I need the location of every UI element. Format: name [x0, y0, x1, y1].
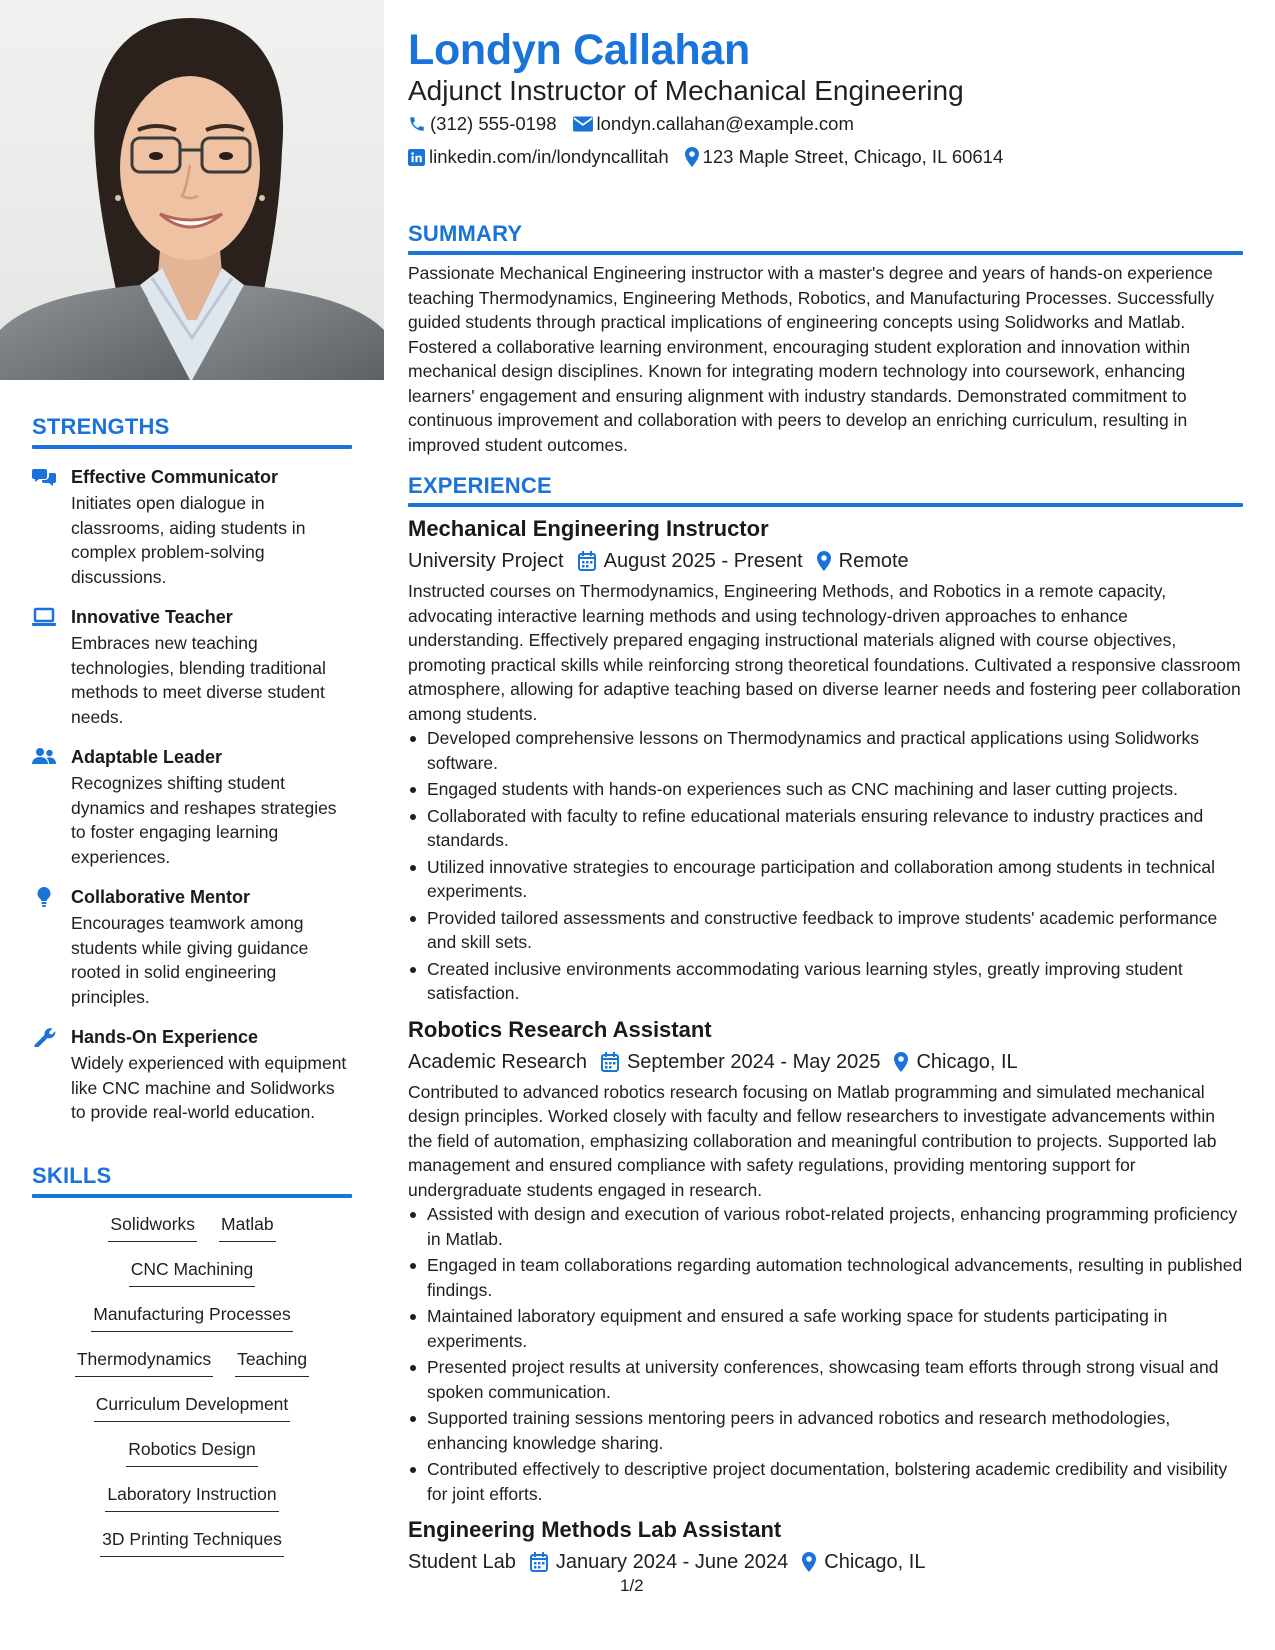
job-title: Engineering Methods Lab Assistant: [408, 1517, 782, 1542]
strength-name: Effective Communicator: [71, 467, 279, 487]
calendar-icon: [530, 1552, 548, 1572]
strength-item: [32, 885, 352, 1009]
skill-tag: Teaching: [235, 1347, 309, 1377]
skill-row: [32, 1437, 352, 1482]
list-item: Created inclusive environments accommodating various learning styles, greatly improving student satisfaction.: [408, 957, 1243, 1006]
skill-tag: Matlab: [219, 1212, 276, 1242]
address-contact: [685, 146, 1004, 168]
job-location: [894, 1048, 1017, 1076]
strength-name: Adaptable Leader: [71, 747, 223, 767]
experience-section: [408, 473, 1243, 1576]
job-dates: [530, 1548, 788, 1576]
job-entry: [408, 515, 1243, 1006]
strengths-heading: STRENGTHS: [32, 414, 170, 439]
skill-row: [32, 1302, 352, 1347]
strength-item: [32, 605, 352, 729]
map-pin-icon: [817, 551, 831, 571]
list-item: Engaged students with hands-on experiences such as CNC machining and laser cutting projects.: [408, 777, 1243, 802]
skill-tag: CNC Machining: [129, 1257, 256, 1287]
left-column: [0, 0, 384, 1650]
skill-tag: Laboratory Instruction: [105, 1482, 278, 1512]
list-item: Provided tailored assessments and constructive feedback to improve students' academic performance and skill sets.: [408, 906, 1243, 955]
list-item: Assisted with design and execution of various robot-related projects, enhancing programming proficiency in Matlab.: [408, 1202, 1243, 1251]
skill-tag: Robotics Design: [126, 1437, 257, 1467]
job-org-text: Student Lab: [408, 1551, 516, 1573]
chat-bubbles-icon: [32, 467, 58, 487]
job-location-text: Chicago, IL: [824, 1551, 926, 1573]
job-title: Robotics Research Assistant: [408, 1016, 712, 1042]
job-title: Mechanical Engineering Instructor: [408, 516, 769, 541]
map-pin-icon: [894, 1052, 908, 1072]
job-org-text: Academic Research: [408, 1050, 587, 1073]
skill-row: [32, 1257, 352, 1302]
job-bullets: [408, 726, 1243, 1006]
strength-description: Initiates open dialogue in classrooms, aiding students in complex problem-solving discussions.: [71, 493, 306, 587]
strength-name: Hands-On Experience: [71, 1027, 259, 1047]
job-dates-text: September 2024 - May 2025: [626, 1050, 881, 1073]
job-dates: [601, 1048, 881, 1076]
strength-description: Widely experienced with equipment like CNC machine and Solidworks to provide real-world education.: [71, 1053, 347, 1122]
skill-row: [32, 1392, 352, 1437]
strength-item: [32, 465, 352, 589]
job-location: [817, 547, 909, 575]
job-org: [408, 1548, 516, 1576]
strength-item: [32, 1025, 352, 1125]
list-item: Developed comprehensive lessons on Thermodynamics and practical applications using Solidworks software.: [408, 726, 1243, 775]
skill-row: [32, 1527, 352, 1572]
skill-row: [32, 1212, 352, 1257]
job-description: Instructed courses on Thermodynamics, Engineering Methods, and Robotics in a remote capacity, advocating interactive learning methods and using technology-driven approaches to enhance understanding. Effectively prepared engaging instructional materials aligned with course objectives, promoting practical skills while reinforcing strong theoretical foundations. Cultivated a responsive classroom atmosphere, allowing for adaptive teaching based on diverse learner needs and fostering peer collaboration among students.: [408, 581, 1241, 724]
phone-contact[interactable]: [408, 113, 557, 135]
list-item: Supported training sessions mentoring peers in advanced robotics and research methodologies, enhancing knowledge sharing.: [408, 1406, 1243, 1455]
strength-name: Collaborative Mentor: [71, 887, 251, 907]
job-meta: [408, 547, 1243, 575]
experience-divider: [408, 503, 1243, 507]
page-number: 1/2: [620, 1576, 644, 1595]
map-pin-icon: [685, 147, 699, 167]
job-location-text: Remote: [838, 550, 909, 572]
strength-item: [32, 745, 352, 869]
email-text: londyn.callahan@example.com: [596, 113, 854, 134]
summary-text: Passionate Mechanical Engineering instructor with a master's degree and years of hands-on experience teaching Thermodynamics, Engineering Methods, Robotics, and Manufacturing Processes. Successfully guided students through practical implications of engineering concepts using Solidworks and Matlab. Fostered a collaborative learning environment, encouraging student exploration and innovation within mechanical design disciplines. Known for integrating modern technology into coursework, enhancing learners' engagement and ensuring alignment with industry standards. Demonstrated commitment to continuous improvement and collaboration with peers to develop an enriching curriculum, resulting in improved student outcomes.: [408, 263, 1215, 455]
calendar-icon: [578, 551, 596, 571]
job-location-text: Chicago, IL: [916, 1050, 1018, 1073]
list-item: Maintained laboratory equipment and ensured a safe working space for students participating in experiments.: [408, 1304, 1243, 1353]
strength-name: Innovative Teacher: [71, 607, 233, 627]
strengths-section: [32, 414, 352, 1141]
contact-row: [408, 113, 870, 135]
strength-description: Recognizes shifting student dynamics and reshapes strategies to foster engaging learning experiences.: [71, 773, 337, 867]
list-item: Presented project results at university conferences, showcasing team efforts through strong visual and spoken communication.: [408, 1355, 1243, 1404]
job-description: Contributed to advanced robotics research focusing on Matlab programming and simulated mechanical design principles. Worked closely with faculty and fellow researchers to investigate advancements within the field of automation, emphasizing collaboration and meaningful contribution to projects. Supported lab management and ensured compliance with safety regulations, providing mentoring support for undergraduate students engaged in research.: [408, 1081, 1217, 1200]
list-item: Engaged in team collaborations regarding automation technological advancements, resulting in published findings.: [408, 1253, 1243, 1302]
skill-tag: 3D Printing Techniques: [100, 1527, 284, 1557]
skill-tag: Manufacturing Processes: [91, 1302, 292, 1332]
strengths-list: [32, 465, 352, 1125]
contact-row: [408, 146, 1019, 168]
wrench-icon: [32, 1027, 58, 1047]
list-item: Contributed effectively to descriptive project documentation, bolstering academic credibility and visibility for joint efforts.: [408, 1457, 1243, 1506]
lightbulb-icon: [32, 887, 58, 907]
job-entry: [408, 1516, 1243, 1576]
linkedin-icon: [408, 149, 425, 166]
skill-row: [32, 1347, 352, 1392]
map-pin-icon: [802, 1552, 816, 1572]
job-meta: [408, 1548, 1243, 1576]
skills-section: [32, 1163, 352, 1572]
skills-heading: SKILLS: [32, 1163, 112, 1188]
candidate-name: Londyn Callahan: [408, 26, 750, 74]
strength-description: Encourages teamwork among students while giving guidance rooted in solid engineering principles.: [71, 913, 309, 1007]
strength-description: Embraces new teaching technologies, blending traditional methods to meet diverse student needs.: [71, 633, 326, 727]
phone-text: (312) 555-0198: [430, 113, 557, 134]
job-entry: [408, 1016, 1243, 1507]
job-org-text: University Project: [408, 550, 564, 572]
address-text: 123 Maple Street, Chicago, IL 60614: [702, 146, 1004, 167]
email-contact[interactable]: [573, 113, 854, 135]
job-bullets: [408, 1202, 1243, 1506]
linkedin-text: linkedin.com/in/londyncallitah: [429, 146, 669, 167]
skills-list: [32, 1212, 352, 1572]
summary-heading: SUMMARY: [408, 221, 523, 246]
list-item: Utilized innovative strategies to encourage participation and collaboration among students in technical experiments.: [408, 855, 1243, 904]
job-dates-text: August 2025 - Present: [603, 550, 803, 572]
job-dates-text: January 2024 - June 2024: [555, 1551, 789, 1573]
users-icon: [32, 747, 58, 767]
job-meta: [408, 1048, 1243, 1076]
skill-tag: Thermodynamics: [75, 1347, 213, 1377]
skill-tag: Solidworks: [108, 1212, 197, 1242]
laptop-icon: [32, 607, 58, 627]
skill-row: [32, 1482, 352, 1527]
experience-heading: EXPERIENCE: [408, 473, 552, 498]
skills-divider: [32, 1194, 352, 1198]
list-item: Collaborated with faculty to refine educational materials ensuring relevance to industry practices and standards.: [408, 804, 1243, 853]
job-org: [408, 547, 564, 575]
skill-tag: Curriculum Development: [94, 1392, 291, 1422]
summary-divider: [408, 251, 1243, 255]
calendar-icon: [601, 1052, 619, 1072]
job-org: [408, 1048, 587, 1076]
summary-section: [408, 221, 1243, 457]
strengths-divider: [32, 445, 352, 449]
phone-icon: [408, 115, 426, 133]
profile-photo: [0, 0, 384, 380]
candidate-headline: Adjunct Instructor of Mechanical Engineering: [408, 75, 964, 106]
linkedin-contact[interactable]: [408, 146, 669, 168]
job-location: [802, 1548, 925, 1576]
envelope-icon: [573, 116, 593, 132]
job-dates: [578, 547, 803, 575]
